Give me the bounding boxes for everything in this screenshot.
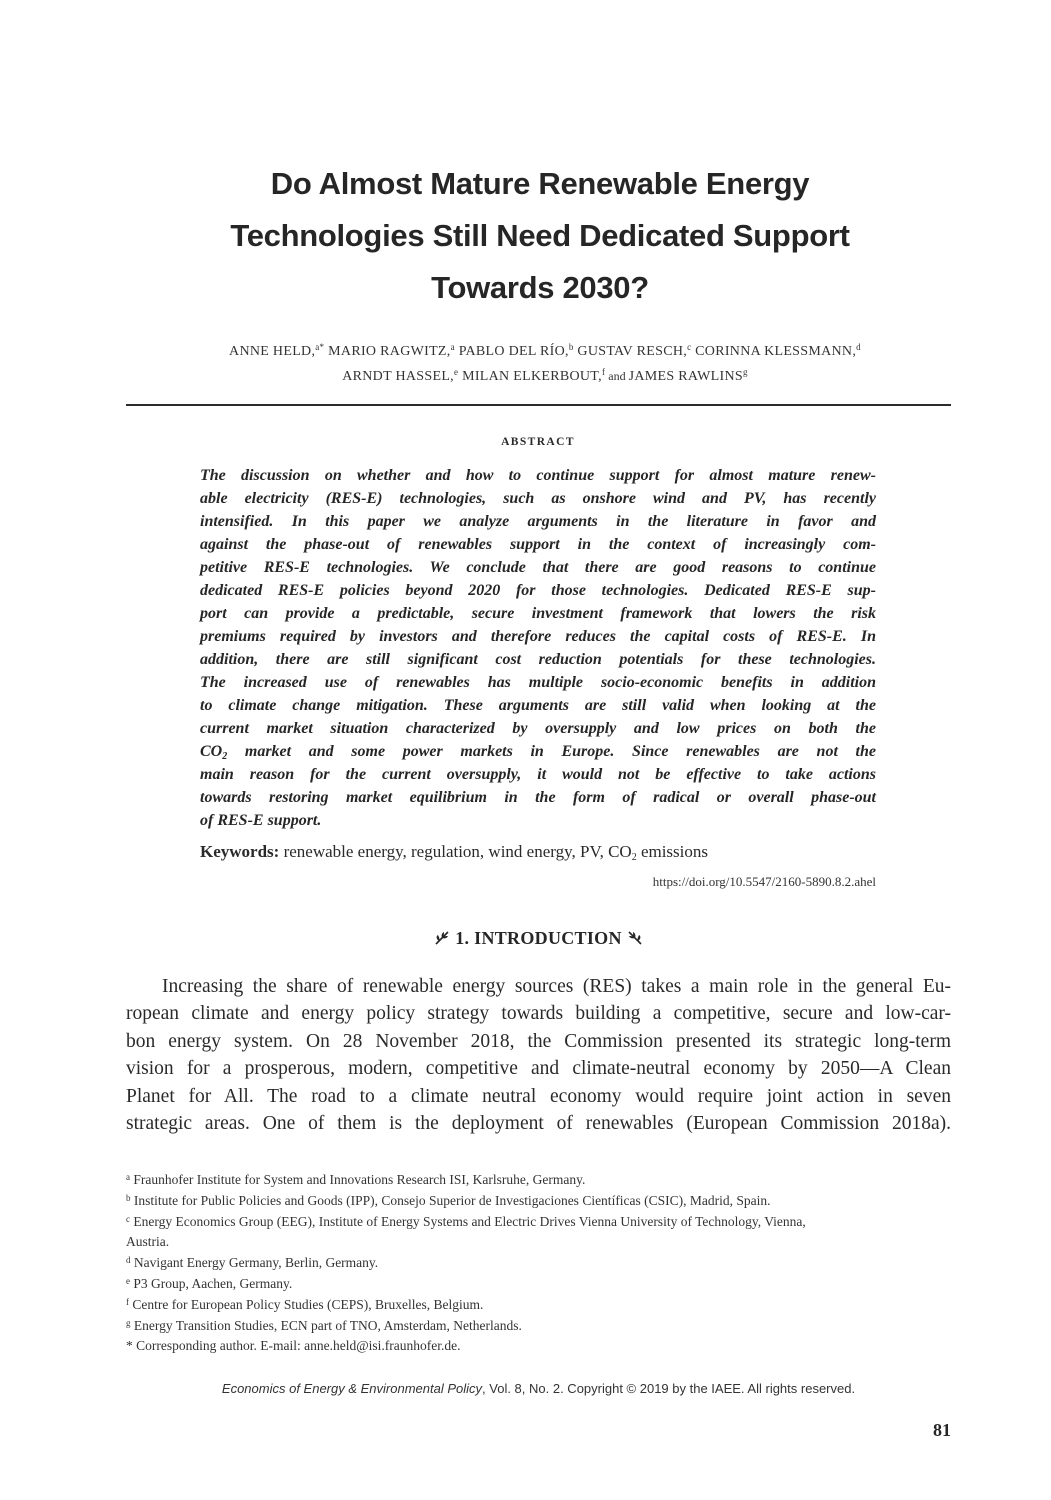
affiliation-mark: b (568, 342, 574, 352)
doi-link[interactable]: https://doi.org/10.5547/2160-5890.8.2.ahel (652, 874, 876, 889)
footnote-text: Energy Economics Group (EEG), Institute of Energy Systems and Electric Drives Vienna University of Technology, Vienna, (130, 1213, 806, 1229)
footnote-mark: f (126, 1296, 129, 1307)
footnote-text: Energy Transition Studies, ECN part of TNO, Amsterdam, Netherlands. (130, 1317, 522, 1333)
footnote (126, 1253, 951, 1274)
footnote (126, 1170, 951, 1191)
footnote-text: * Corresponding author. E-mail: anne.held@isi.fraunhofer.de. (126, 1338, 461, 1354)
footnote-mark: a (126, 1172, 130, 1182)
author-list (120, 340, 970, 389)
footnote-text: Austria. (126, 1234, 170, 1250)
affiliation-mark: c (687, 342, 692, 352)
footnotes (126, 1170, 951, 1357)
affiliation-mark: a* (315, 342, 325, 352)
leaf-ornament-left-icon (434, 930, 450, 946)
affiliation-mark: a (450, 342, 455, 352)
affiliation-mark: f (601, 367, 606, 377)
abstract-line: current market situation characterized by oversupply and low prices on both the (200, 720, 876, 737)
body-line: ropean climate and energy policy strategy towards building a competitive, secure and low-car- (126, 1003, 951, 1025)
author-name: MARIO RAGWITZ, (324, 344, 451, 359)
journal-citation (126, 1381, 951, 1396)
author-name: JAMES RAWLINS (628, 369, 743, 384)
author-name: MILAN ELKERBOUT, (458, 369, 602, 384)
co2-text: CO (200, 743, 223, 760)
affiliation-mark: d (856, 342, 861, 352)
body-line: bon energy system. On 28 November 2018, the Commission presented its strategic long-term (126, 1030, 951, 1052)
body-line: Planet for All. The road to a climate neutral economy would require joint action in seven (126, 1085, 951, 1107)
author-conjunction: and (605, 369, 629, 383)
abstract-line: addition, there are still significant cost reduction potentials for these technologies. (200, 651, 876, 668)
co2-subscript: 2 (222, 751, 228, 762)
abstract-line: The discussion on whether and how to continue support for almost mature renew- (200, 467, 876, 484)
author-name: PABLO DEL RÍO, (454, 344, 569, 359)
footnote (126, 1191, 951, 1212)
author-line (120, 340, 970, 364)
abstract-line: port can provide a predictable, secure investment framework that lowers the risk (200, 605, 876, 622)
abstract-line: premiums required by investors and therefore reduces the capital costs of RES-E. In (200, 628, 876, 645)
footnote (126, 1295, 951, 1316)
abstract-line: towards restoring market equilibrium in the form of radical or overall phase-out (200, 789, 876, 806)
section-title: 1. INTRODUCTION (455, 928, 622, 948)
keywords (200, 840, 876, 864)
keywords-label: Keywords: (200, 842, 280, 861)
abstract-line: The increased use of renewables has multiple socio-economic benefits in addition (200, 674, 876, 691)
abstract-line: main reason for the current oversupply, it would not be effective to take actions (200, 766, 876, 783)
body-line: strategic areas. One of them is the deployment of renewables (European Commission 2018a). (126, 1112, 951, 1134)
abstract-line: petitive RES-E technologies. We conclude that there are good reasons to continue (200, 559, 876, 576)
title-line: Do Almost Mature Renewable Energy (270, 166, 810, 201)
affiliation-mark: e (453, 367, 459, 377)
abstract-line: of RES-E support. (200, 812, 322, 829)
body-line: Increasing the share of renewable energy sources (RES) takes a main role in the general Eu- (162, 976, 951, 997)
journal-name: Economics of Energy & Environmental Policy (221, 1381, 483, 1396)
title-line: Technologies Still Need Dedicated Support (230, 218, 850, 253)
abstract-line: intensified. In this paper we analyze arguments in the literature in favor and (200, 513, 876, 530)
footnote-mark: b (126, 1192, 131, 1203)
header-divider (126, 404, 951, 406)
abstract-line: against the phase-out of renewables support in the context of increasingly com- (200, 536, 876, 553)
footnote-text: Centre for European Policy Studies (CEPS), Bruxelles, Belgium. (129, 1296, 484, 1312)
footnote (126, 1336, 951, 1357)
author-name: GUSTAV RESCH, (573, 344, 688, 359)
footnote (126, 1316, 951, 1337)
abstract-body (200, 464, 876, 832)
abstract-line (200, 740, 876, 763)
introduction-paragraph (126, 973, 951, 1137)
keywords-text: renewable energy, regulation, wind energy, PV, CO (279, 842, 632, 861)
journal-details: , Vol. 8, No. 2. Copyright © 2019 by the IAEE. All rights reserved. (482, 1381, 856, 1396)
leaf-ornament-right-icon (627, 930, 643, 946)
paper-title (140, 158, 940, 314)
footnote (126, 1232, 951, 1253)
author-name: CORINNA KLESSMANN, (691, 344, 857, 359)
footnote-text: P3 Group, Aachen, Germany. (130, 1275, 293, 1291)
footnote-text: Institute for Public Policies and Goods (IPP), Consejo Superior de Investigaciones Científicas (CSIC), Madrid, Spain. (130, 1192, 771, 1208)
footnote-text: Fraunhofer Institute for System and Innovations Research ISI, Karlsruhe, Germany. (130, 1172, 586, 1187)
keywords-subscript: 2 (631, 852, 637, 863)
author-name: ARNDT HASSEL, (342, 369, 454, 384)
abstract-line: dedicated RES-E policies beyond 2020 for those technologies. Dedicated RES-E sup- (200, 582, 876, 599)
affiliation-mark: g (742, 367, 748, 377)
keywords-tail: emissions (636, 842, 708, 861)
footnote (126, 1212, 951, 1233)
footnote (126, 1274, 951, 1295)
abstract-line: able electricity (RES-E) technologies, such as onshore wind and PV, has recently (200, 490, 876, 507)
author-line (120, 364, 970, 389)
abstract-heading: ABSTRACT (501, 436, 575, 448)
body-line: vision for a prosperous, modern, competitive and climate-neutral economy by 2050—A Clean (126, 1058, 951, 1080)
footnote-text: Navigant Energy Germany, Berlin, Germany. (130, 1255, 379, 1271)
footnote-mark: c (126, 1213, 130, 1224)
abstract-line-rest: market and some power markets in Europe. Since renewables are not the (227, 743, 876, 760)
footnote-mark: g (126, 1317, 131, 1328)
section-heading (126, 928, 951, 949)
footnote-mark: d (126, 1255, 131, 1266)
title-line: Towards 2030? (431, 270, 649, 305)
abstract-line: to climate change mitigation. These arguments are still valid when looking at the (200, 697, 876, 714)
footnote-mark: e (126, 1275, 130, 1286)
page-number: 81 (933, 1420, 951, 1440)
author-name: ANNE HELD, (229, 344, 316, 359)
